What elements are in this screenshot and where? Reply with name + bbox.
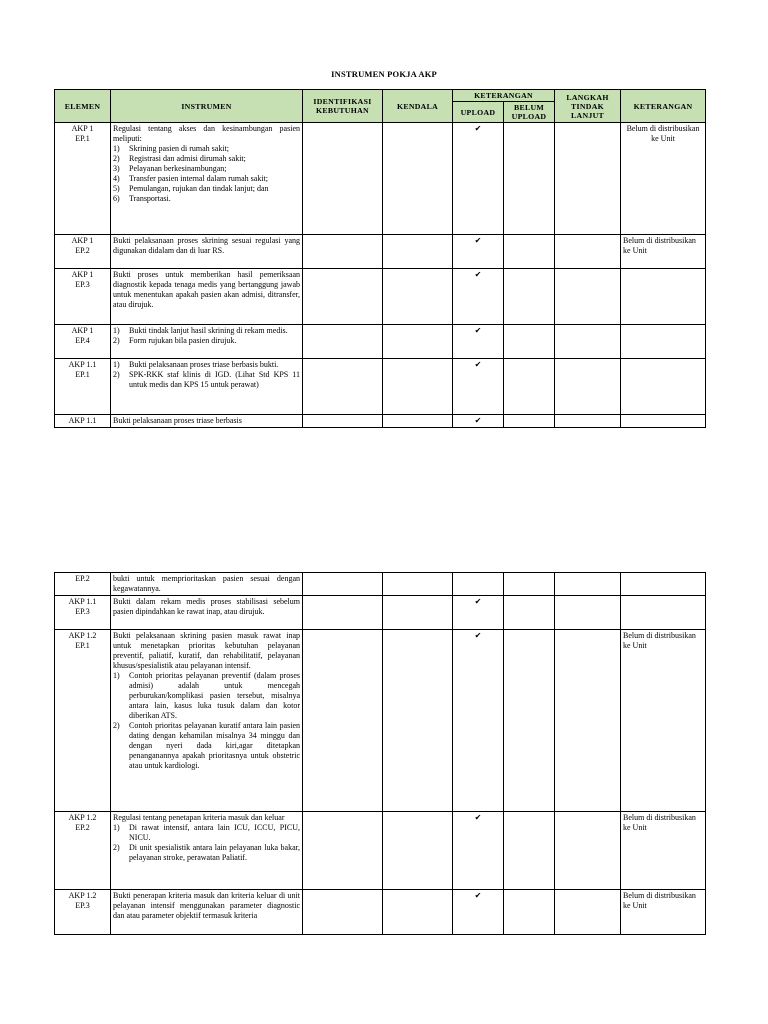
checkmark-icon: ✔: [474, 270, 482, 279]
elemen-cell: AKP 1.1 EP.1: [55, 359, 111, 415]
kendala-cell[interactable]: [383, 325, 453, 359]
list-text: Contoh prioritas pelayanan kuratif antara lain pasien dating dengan kehamilan misalnya 34 minggu dan dengan nyeri dada kiri,agar ditetapkan penanganannya apakah prioritasnya untuk obstetric atau untuk kardiologi.: [129, 721, 300, 770]
elemen-cell: AKP 1.2 EP.2: [55, 812, 111, 890]
col-header-identifikasi: IDENTIFIKASI KEBUTUHAN: [303, 90, 383, 123]
instrumen-text: Bukti proses untuk memberikan hasil pemeriksaan diagnostik kepada tenaga medis yang bertanggung jawab untuk menentukan apakah pasien akan admisi, ditransfer, atau dirujuk.: [113, 270, 300, 309]
list-number: 2): [113, 370, 120, 379]
elemen-cell: AKP 1 EP.2: [55, 235, 111, 269]
belum-upload-cell[interactable]: [504, 596, 555, 630]
identifikasi-cell[interactable]: [303, 415, 383, 428]
kendala-cell[interactable]: [383, 573, 453, 596]
table-row: [55, 573, 706, 596]
table-body: [55, 123, 706, 428]
list-item: [113, 721, 300, 771]
langkah-cell[interactable]: [555, 573, 621, 596]
langkah-cell[interactable]: [555, 269, 621, 325]
checkmark-icon: ✔: [474, 360, 482, 369]
instrumen-list: [113, 144, 300, 204]
belum-upload-cell[interactable]: [504, 630, 555, 812]
upload-cell[interactable]: [453, 325, 504, 359]
instrument-table: [54, 89, 706, 428]
kendala-cell[interactable]: [383, 630, 453, 812]
keterangan-cell: [621, 596, 706, 630]
kendala-cell[interactable]: [383, 415, 453, 428]
instrumen-text: bukti untuk memprioritaskan pasien sesuai dengan kegawatannya.: [113, 574, 300, 593]
col-header-langkah: LANGKAH TINDAK LANJUT: [555, 90, 621, 123]
list-item: [113, 184, 300, 194]
instrumen-cell: [111, 235, 303, 269]
keterangan-cell: [621, 325, 706, 359]
list-item: [113, 144, 300, 154]
identifikasi-cell[interactable]: [303, 812, 383, 890]
table-row: [55, 359, 706, 415]
list-text: SPK-RKK staf klinis di IGD. (Lihat Std KPS 11 untuk medis dan KPS 15 untuk perawat): [129, 370, 300, 389]
table-row: [55, 630, 706, 812]
kendala-cell[interactable]: [383, 596, 453, 630]
list-item: [113, 843, 300, 863]
belum-upload-cell[interactable]: [504, 269, 555, 325]
list-text: Contoh prioritas pelayanan preventif (dalam proses admisi) adalah untuk mencegah perburukan/komplikasi pasien tersebut, misalnya antara lain, kasus luka tusuk dalam dan kotor diberikan ATS.: [129, 671, 300, 720]
table-row: [55, 325, 706, 359]
elemen-cell: AKP 1.2 EP.1: [55, 630, 111, 812]
identifikasi-cell[interactable]: [303, 596, 383, 630]
col-header-keterangan-group: KETERANGAN: [453, 90, 555, 102]
identifikasi-cell[interactable]: [303, 359, 383, 415]
col-header-belum-upload: BELUM UPLOAD: [504, 102, 555, 123]
kendala-cell[interactable]: [383, 890, 453, 935]
list-number: 1): [113, 326, 120, 335]
table-body: [55, 573, 706, 935]
list-item: [113, 154, 300, 164]
instrumen-text: Bukti dalam rekam medis proses stabilisasi sebelum pasien dipindahkan ke rawat inap, atau dirujuk.: [113, 597, 300, 616]
instrumen-cell: [111, 890, 303, 935]
list-number: 2): [113, 721, 120, 730]
upload-cell[interactable]: [453, 235, 504, 269]
instrumen-cell: [111, 415, 303, 428]
instrumen-text: Bukti penerapan kriteria masuk dan kriteria keluar di unit pelayanan intensif menggunakan parameter diagnostic dan atau parameter objektif termasuk kriteria: [113, 891, 300, 920]
langkah-cell[interactable]: [555, 325, 621, 359]
checkmark-icon: ✔: [474, 124, 482, 133]
instrumen-text: Bukti pelaksanaan proses triase berbasis: [113, 416, 242, 425]
instrumen-text: Regulasi tentang penetapan kriteria masuk dan keluar: [113, 813, 285, 822]
list-item: [113, 336, 300, 346]
elemen-cell: AKP 1.1 EP.3: [55, 596, 111, 630]
keterangan-cell: [621, 269, 706, 325]
belum-upload-cell[interactable]: [504, 890, 555, 935]
belum-upload-cell[interactable]: [504, 235, 555, 269]
table-row: [55, 596, 706, 630]
list-text: Di rawat intensif, antara lain ICU, ICCU, PICU, NICU.: [129, 823, 300, 842]
table-row: [55, 235, 706, 269]
list-text: Form rujukan bila pasien dirujuk.: [129, 336, 237, 345]
identifikasi-cell[interactable]: [303, 630, 383, 812]
instrumen-cell: [111, 630, 303, 812]
elemen-cell: AKP 1.1: [55, 415, 111, 428]
belum-upload-cell[interactable]: [504, 415, 555, 428]
list-text: Skrining pasien di rumah sakit;: [129, 144, 229, 153]
elemen-cell: AKP 1 EP.1: [55, 123, 111, 235]
list-number: 2): [113, 843, 120, 852]
list-number: 1): [113, 144, 120, 153]
belum-upload-cell[interactable]: [504, 573, 555, 596]
langkah-cell[interactable]: [555, 359, 621, 415]
belum-upload-cell[interactable]: [504, 123, 555, 235]
list-text: Di unit spesialistik antara lain pelayanan luka bakar, pelayanan stroke, perawatan Paliatif.: [129, 843, 300, 862]
checkmark-icon: ✔: [474, 416, 482, 425]
col-header-kendala: KENDALA: [383, 90, 453, 123]
list-item: [113, 823, 300, 843]
list-number: 4): [113, 174, 120, 183]
upload-cell[interactable]: [453, 630, 504, 812]
list-text: Bukti tindak lanjut hasil skrining di rekam medis.: [129, 326, 288, 335]
checkmark-icon: ✔: [474, 891, 482, 900]
instrumen-text: Regulasi tentang akses dan kesinambungan pasien meliputi:: [113, 124, 300, 143]
list-number: 2): [113, 336, 120, 345]
instrumen-list: [113, 326, 300, 346]
langkah-cell[interactable]: [555, 890, 621, 935]
upload-cell[interactable]: [453, 812, 504, 890]
list-number: 6): [113, 194, 120, 203]
identifikasi-cell[interactable]: [303, 890, 383, 935]
instrumen-cell: [111, 359, 303, 415]
checkmark-icon: ✔: [474, 236, 482, 245]
col-header-instrumen: INSTRUMEN: [111, 90, 303, 123]
list-item: [113, 326, 300, 336]
instrumen-cell: [111, 573, 303, 596]
table-row: [55, 415, 706, 428]
instrumen-cell: [111, 269, 303, 325]
col-header-upload: UPLOAD: [453, 102, 504, 123]
table-row: [55, 123, 706, 235]
instrumen-list: [113, 823, 300, 863]
instrumen-text: Bukti pelaksanaan proses skrining sesuai regulasi yang digunakan didalam dan di luar RS.: [113, 236, 300, 255]
list-number: 3): [113, 164, 120, 173]
instrumen-list: [113, 671, 300, 771]
belum-upload-cell[interactable]: [504, 359, 555, 415]
list-item: [113, 194, 300, 204]
list-item: [113, 370, 300, 390]
list-item: [113, 174, 300, 184]
langkah-cell[interactable]: [555, 812, 621, 890]
list-text: Pelayanan berkesinambungan;: [129, 164, 227, 173]
elemen-cell: EP.2: [55, 573, 111, 596]
upload-cell[interactable]: [453, 890, 504, 935]
identifikasi-cell[interactable]: [303, 573, 383, 596]
instrumen-cell: [111, 123, 303, 235]
list-text: Registrasi dan admisi dirumah sakit;: [129, 154, 246, 163]
elemen-cell: AKP 1 EP.3: [55, 269, 111, 325]
list-text: Bukti pelaksanaan proses triase berbasis bukti.: [129, 360, 279, 369]
table-row: [55, 812, 706, 890]
kendala-cell[interactable]: [383, 812, 453, 890]
list-number: 2): [113, 154, 120, 163]
table-row: [55, 890, 706, 935]
keterangan-cell: Belum di distribusikan ke Unit: [621, 890, 706, 935]
upload-cell[interactable]: [453, 123, 504, 235]
keterangan-cell: Belum di distribusikan ke Unit: [621, 630, 706, 812]
elemen-cell: AKP 1.2 EP.3: [55, 890, 111, 935]
keterangan-cell: [621, 573, 706, 596]
page-title: INSTRUMEN POKJA AKP: [331, 69, 437, 79]
kendala-cell[interactable]: [383, 235, 453, 269]
kendala-cell[interactable]: [383, 269, 453, 325]
list-number: 1): [113, 671, 120, 680]
list-item: [113, 671, 300, 721]
belum-upload-cell[interactable]: [504, 325, 555, 359]
instrumen-cell: [111, 325, 303, 359]
checkmark-icon: ✔: [474, 631, 482, 640]
langkah-cell[interactable]: [555, 235, 621, 269]
instrumen-list: [113, 360, 300, 390]
checkmark-icon: ✔: [474, 326, 482, 335]
keterangan-cell: Belum di distribusikan ke Unit: [621, 123, 706, 235]
col-header-keterangan: KETERANGAN: [621, 90, 706, 123]
identifikasi-cell[interactable]: [303, 325, 383, 359]
belum-upload-cell[interactable]: [504, 812, 555, 890]
list-number: 5): [113, 184, 120, 193]
upload-cell[interactable]: [453, 269, 504, 325]
keterangan-cell: [621, 415, 706, 428]
list-text: Transportasi.: [129, 194, 171, 203]
langkah-cell[interactable]: [555, 415, 621, 428]
identifikasi-cell[interactable]: [303, 269, 383, 325]
instrumen-text: Bukti pelaksanaan skrining pasien masuk rawat inap untuk menetapkan prioritas kebutuhan pelayanan preventif, paliatif, kuratif, dan rehabilitatif, pelayanan khusus/spesialistik atau pelayanan intensif.: [113, 631, 300, 670]
upload-cell[interactable]: [453, 573, 504, 596]
instrumen-cell: [111, 596, 303, 630]
instrumen-cell: [111, 812, 303, 890]
list-number: 1): [113, 360, 120, 369]
list-item: [113, 360, 300, 370]
identifikasi-cell[interactable]: [303, 235, 383, 269]
col-header-elemen: ELEMEN: [55, 90, 111, 123]
keterangan-cell: Belum di distribusikan ke Unit: [621, 812, 706, 890]
elemen-cell: AKP 1 EP.4: [55, 325, 111, 359]
instrument-table-continued: [54, 572, 706, 935]
keterangan-cell: [621, 359, 706, 415]
kendala-cell[interactable]: [383, 359, 453, 415]
identifikasi-cell[interactable]: [303, 123, 383, 235]
list-text: Transfer pasien internal dalam rumah sakit;: [129, 174, 268, 183]
langkah-cell[interactable]: [555, 596, 621, 630]
kendala-cell[interactable]: [383, 123, 453, 235]
checkmark-icon: ✔: [474, 597, 482, 606]
table-row: [55, 269, 706, 325]
list-text: Pemulangan, rujukan dan tindak lanjut; dan: [129, 184, 269, 193]
langkah-cell[interactable]: [555, 630, 621, 812]
checkmark-icon: ✔: [474, 813, 482, 822]
list-number: 1): [113, 823, 120, 832]
list-item: [113, 164, 300, 174]
upload-cell[interactable]: [453, 359, 504, 415]
langkah-cell[interactable]: [555, 123, 621, 235]
keterangan-cell: Belum di distribusikan ke Unit: [621, 235, 706, 269]
upload-cell[interactable]: [453, 415, 504, 428]
upload-cell[interactable]: [453, 596, 504, 630]
